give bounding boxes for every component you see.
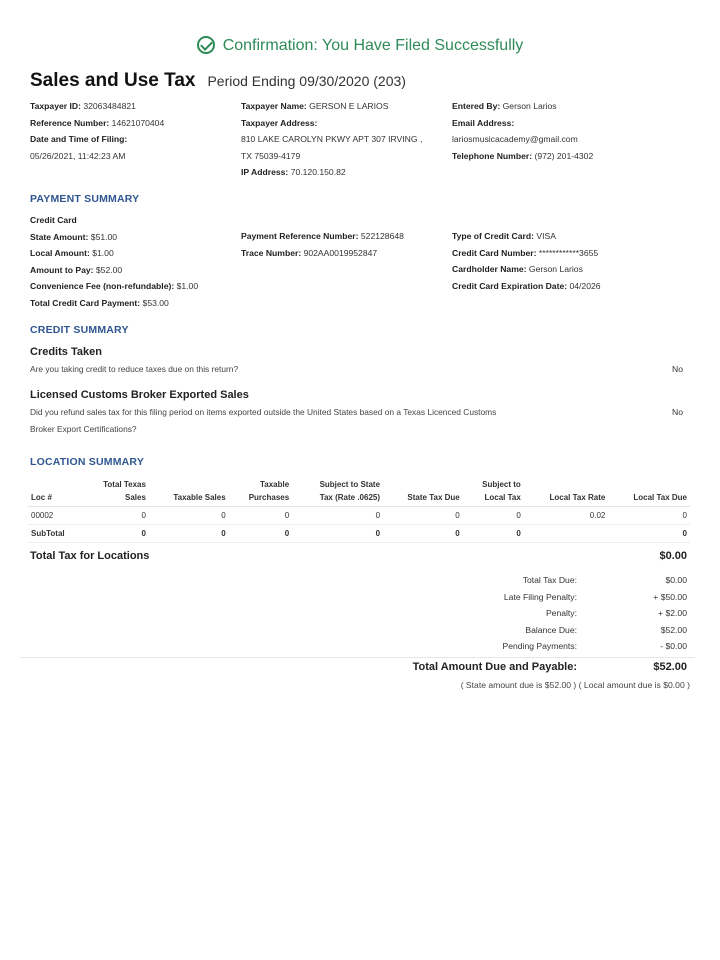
cell: 0: [292, 525, 383, 543]
broker-question: [30, 404, 630, 438]
phone-number: (972) 201-4302: [534, 150, 594, 161]
cell: 0: [463, 507, 524, 525]
cell: 0: [82, 507, 149, 525]
col-taxable-purchases: Taxable Purchases: [229, 476, 293, 507]
cell: SubTotal: [28, 525, 82, 543]
col-subject-local: Subject to Local Tax: [463, 476, 524, 507]
period-ending: Period Ending 09/30/2020 (203): [207, 73, 406, 89]
card-type-label: Type of Credit Card:: [452, 231, 534, 241]
convenience-fee: $1.00: [176, 281, 199, 291]
payment-summary-heading: PAYMENT SUMMARY: [30, 193, 140, 205]
cardholder-name: Gerson Larios: [528, 264, 583, 274]
location-table-header: [28, 476, 690, 507]
late-filing-penalty-row: [447, 589, 687, 606]
taxpayer-name-label: Taxpayer Name:: [241, 101, 307, 111]
balance-due-row: [447, 622, 687, 639]
credits-answer: No: [672, 364, 683, 374]
state-amount: $51.00: [90, 231, 118, 242]
line-label: Pending Payments:: [502, 641, 577, 651]
filing-datetime: 05/26/2021, 11:42:23 AM: [30, 150, 126, 161]
grand-total-value: $52.00: [653, 661, 687, 673]
grand-total: [387, 661, 687, 677]
check-circle-icon: [197, 36, 215, 54]
line-label: Total Tax Due:: [522, 575, 577, 585]
pending-payments-row: [447, 638, 687, 655]
trace-number: 902AA0019952847: [303, 247, 378, 258]
cell: 00002: [28, 507, 82, 525]
location-summary-heading: LOCATION SUMMARY: [30, 456, 145, 468]
expiration-date: 04/2026: [569, 280, 601, 291]
total-cc-payment-label: Total Credit Card Payment:: [30, 297, 141, 308]
reference-number: 14621070404: [111, 117, 165, 128]
convenience-fee-label: Convenience Fee (non-refundable):: [30, 281, 175, 291]
line-label: Balance Due:: [525, 624, 577, 635]
payment-reference: 522128648: [360, 231, 404, 241]
cardholder-label: Cardholder Name:: [452, 264, 527, 274]
total-tax-locations-value: $0.00: [659, 550, 687, 562]
cell: 0: [463, 525, 524, 543]
email-label: Email Address:: [452, 117, 515, 128]
col-loc: Loc #: [28, 476, 82, 507]
amount-due-note: ( State amount due is $52.00 ) ( Local amount due is $0.00 ): [460, 680, 690, 690]
taxpayer-id: 32063484821: [83, 101, 136, 111]
broker-question-line-2: Broker Export Certifications?: [30, 424, 137, 434]
card-type: VISA: [536, 231, 556, 241]
total-tax-locations-label: Total Tax for Locations: [30, 550, 150, 562]
cell: 0: [292, 507, 383, 525]
table-row-subtotal: [28, 525, 690, 543]
col-taxable-sales: Taxable Sales: [149, 476, 229, 507]
address-line-2: TX 75039-4179: [241, 150, 301, 161]
payment-col-2: [241, 228, 404, 261]
amount-to-pay-label: Amount to Pay:: [30, 264, 94, 275]
cell: 0: [229, 507, 293, 525]
trace-number-label: Trace Number:: [241, 247, 302, 258]
cell: 0: [82, 525, 149, 543]
taxpayer-id-label: Taxpayer ID:: [30, 101, 81, 111]
local-amount: $1.00: [92, 248, 114, 258]
line-value: - $0.00: [660, 641, 687, 651]
col-total-sales: Total Texas Sales: [82, 476, 149, 507]
expiration-label: Credit Card Expiration Date:: [452, 280, 568, 291]
card-number-label: Credit Card Number:: [452, 247, 537, 258]
payment-col-1: [30, 212, 198, 311]
state-amount-label: State Amount:: [30, 231, 89, 242]
page-title: Sales and Use Tax: [30, 70, 196, 91]
filing-info-col-1: [30, 98, 164, 164]
payment-method: Credit Card: [30, 215, 77, 225]
address-line-1: 810 LAKE CAROLYN PKWY APT 307 IRVING ,: [241, 134, 423, 144]
cell: 0: [229, 525, 293, 543]
taxpayer-address-label: Taxpayer Address:: [241, 117, 318, 128]
col-local-due: Local Tax Due: [608, 476, 690, 507]
confirmation-text: Confirmation: You Have Filed Successfully: [222, 37, 524, 54]
ip-label: IP Address:: [241, 167, 289, 177]
line-value: + $50.00: [653, 591, 687, 602]
line-label: Penalty:: [545, 608, 577, 618]
col-subject-state: Subject to State Tax (Rate .0625): [292, 476, 383, 507]
filing-info-col-2: [241, 98, 422, 181]
credit-summary-heading: CREDIT SUMMARY: [30, 324, 129, 336]
page-header: [30, 70, 406, 92]
cell: 0: [383, 525, 463, 543]
divider: [20, 657, 695, 658]
broker-question-line-1: Did you refund sales tax for this filing period on items exported outside the United States based on a Texas Licenced Customs: [30, 407, 497, 417]
payment-reference-label: Payment Reference Number:: [241, 231, 359, 241]
phone-label: Telephone Number:: [452, 150, 533, 161]
card-number: ************3655: [538, 247, 599, 258]
cell: 0: [149, 525, 229, 543]
ip-address: 70.120.150.82: [290, 167, 346, 177]
grand-total-label: Total Amount Due and Payable:: [412, 661, 577, 673]
penalty-row: [447, 605, 687, 622]
total-tax-locations: [30, 550, 687, 562]
cell: 0: [149, 507, 229, 525]
local-amount-label: Local Amount:: [30, 248, 90, 258]
credits-question: Are you taking credit to reduce taxes due on this return?: [30, 364, 239, 374]
filing-info-col-3: [452, 98, 593, 164]
cell: [524, 525, 609, 543]
cell: 0.02: [524, 507, 609, 525]
credits-taken-title: Credits Taken: [30, 346, 102, 358]
line-value: $0.00: [665, 575, 687, 585]
entered-by: Gerson Larios: [502, 101, 557, 111]
entered-by-label: Entered By:: [452, 101, 501, 111]
location-table: [28, 476, 690, 543]
line-value: $52.00: [660, 624, 687, 635]
cell: 0: [608, 525, 690, 543]
col-state-due: State Tax Due: [383, 476, 463, 507]
confirmation-banner: [0, 36, 720, 55]
table-row: [28, 507, 690, 525]
payment-col-3: [452, 228, 601, 294]
cell: 0: [383, 507, 463, 525]
totals-breakdown: [447, 572, 687, 655]
broker-title: Licensed Customs Broker Exported Sales: [30, 389, 249, 401]
taxpayer-name: GERSON E LARIOS: [309, 101, 389, 111]
amount-to-pay: $52.00: [95, 264, 123, 275]
email-address: lariosmusicacademy@gmail.com: [452, 134, 578, 144]
total-cc-payment: $53.00: [142, 297, 169, 308]
filing-datetime-label: Date and Time of Filing:: [30, 134, 128, 144]
broker-answer: No: [672, 407, 683, 417]
total-tax-due-row: [447, 572, 687, 589]
reference-label: Reference Number:: [30, 117, 110, 128]
line-label: Late Filing Penalty:: [503, 591, 577, 602]
col-local-rate: Local Tax Rate: [524, 476, 609, 507]
line-value: + $2.00: [658, 608, 687, 618]
cell: 0: [608, 507, 690, 525]
